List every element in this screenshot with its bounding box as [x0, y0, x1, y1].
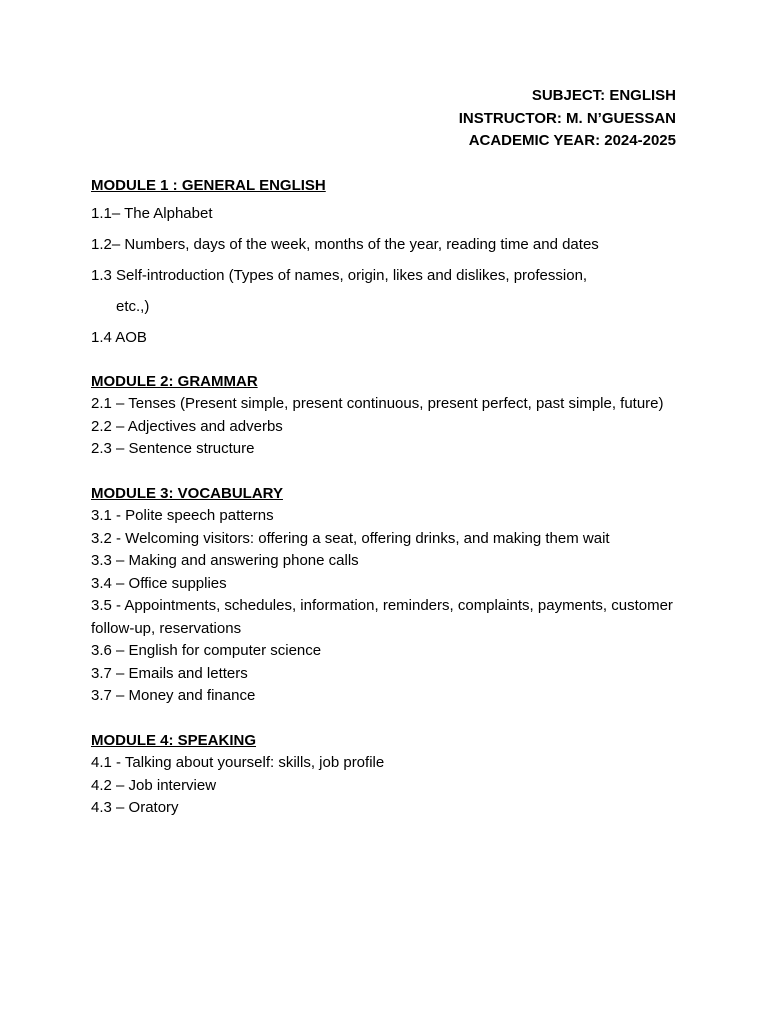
list-item: etc.,) [116, 297, 150, 315]
list-item: 3.1 - Polite speech patterns [91, 507, 274, 524]
academic-year-line: ACADEMIC YEAR: 2024-2025 [468, 132, 676, 149]
list-item: 1.4 AOB [91, 328, 147, 346]
list-item: 3.7 – Emails and letters [91, 664, 248, 682]
list-item: 3.4 – Office supplies [91, 574, 227, 592]
document-header [459, 85, 676, 153]
list-item: 1.2– Numbers, days of the week, months of the year, reading time and dates [91, 235, 599, 253]
list-item: 2.1 – Tenses (Present simple, present continuous, present perfect, past simple, future) [91, 395, 664, 412]
list-item: 2.2 – Adjectives and adverbs [91, 417, 283, 435]
list-item: 3.5 - Appointments, schedules, information, reminders, complaints, payments, customer follow-up, reservations [91, 597, 673, 637]
list-item: 4.1 - Talking about yourself: skills, job profile [91, 754, 385, 771]
instructor-line: INSTRUCTOR: M. N’GUESSAN [458, 109, 676, 127]
list-item: 3.7 – Money and finance [91, 687, 256, 704]
module-title: MODULE 4: SPEAKING [91, 731, 257, 749]
subject-line: SUBJECT: ENGLISH [531, 87, 676, 104]
module-title: MODULE 3: VOCABULARY [91, 484, 283, 502]
module-title: MODULE 2: GRAMMAR [91, 372, 258, 390]
list-item: 3.2 - Welcoming visitors: offering a seat, offering drinks, and making them wait [91, 529, 610, 547]
list-item: 3.3 – Making and answering phone calls [91, 552, 359, 569]
list-item: 1.3 Self-introduction (Types of names, origin, likes and dislikes, profession, [91, 266, 588, 284]
list-item: 4.2 – Job interview [91, 776, 217, 794]
module-4 [91, 730, 691, 820]
list-item: 4.3 – Oratory [91, 799, 179, 816]
list-item: 3.6 – English for computer science [91, 642, 322, 659]
module-1 [91, 175, 691, 353]
module-2 [91, 371, 691, 461]
module-title: MODULE 1 : GENERAL ENGLISH [91, 177, 326, 194]
document-body [91, 175, 691, 842]
module-3 [91, 483, 691, 708]
list-item: 1.1– The Alphabet [91, 204, 213, 222]
list-item: 2.3 – Sentence structure [91, 440, 255, 457]
